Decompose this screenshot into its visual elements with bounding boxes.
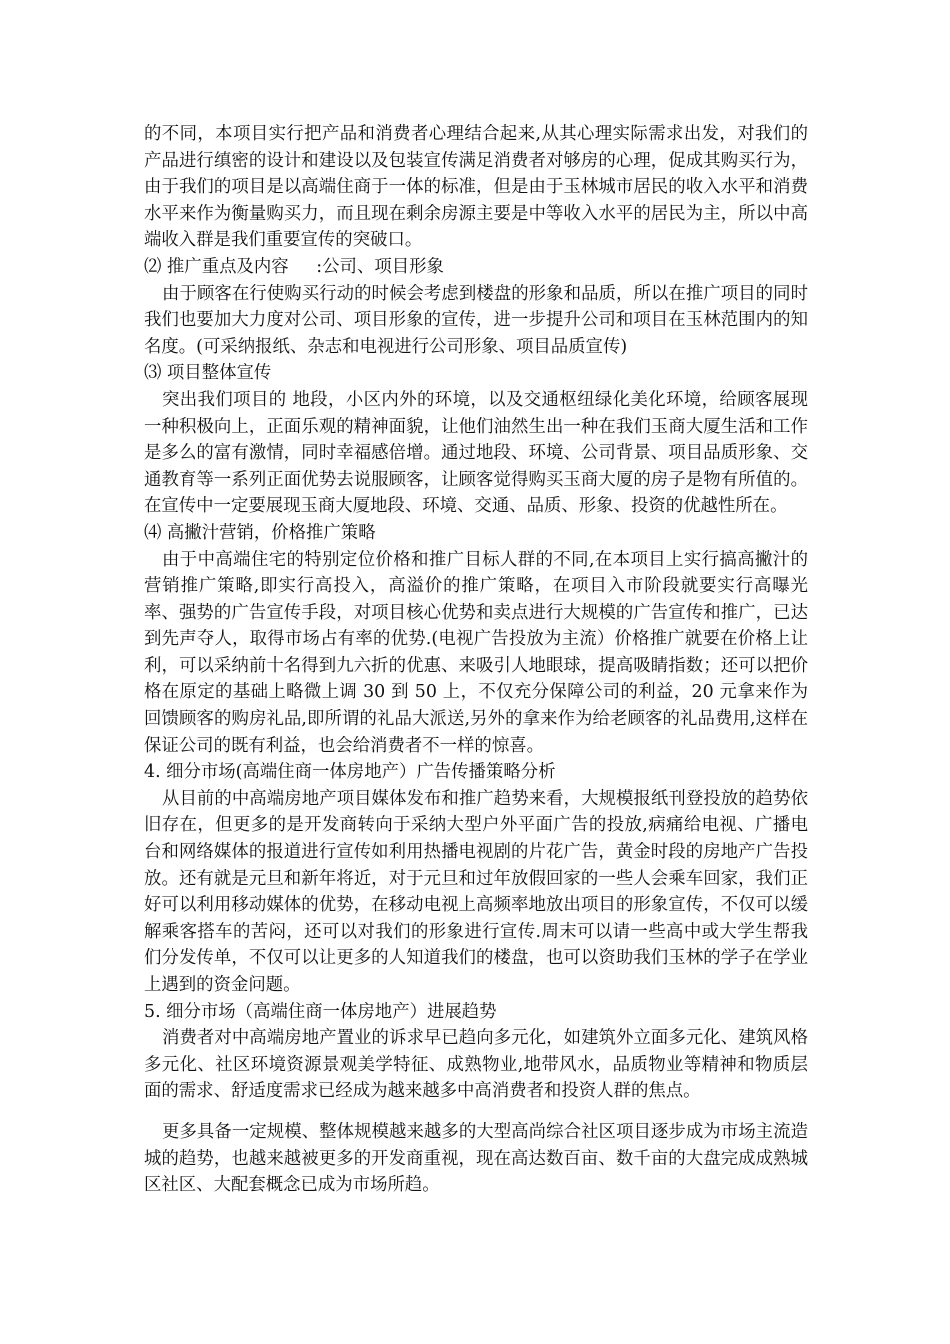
paragraph-company-image: 由于顾客在行使购买行动的时候会考虑到楼盘的形象和品质，所以在推广项目的同时我们也要加大力度对公司、项目形象的宣传，进一步提升公司和项目在玉林范围内的知名度。(可采纳报纸、杂志和电视进行公司形象、项目品质宣传) — [144, 283, 808, 357]
paragraph-consumer-psychology: 的不同，本项目实行把产品和消费者心理结合起来,从其心理实际需求出发，对我们的产品进行缜密的设计和建设以及包装宣传满足消费者对够房的心理，促成其购买行为，由于我们的项目是以高端住商于一体的标准，但是由于玉林城市居民的收入水平和消费水平来作为衡量购买力，而且现在剩余房源主要是中等收入水平的居民为主，所以中高端收入群是我们重要宣传的突破口。 — [144, 124, 808, 251]
heading-promotion-focus-separator: : — [288, 256, 323, 277]
paragraph-large-communities: 更多具备一定规模、整体规模越来越多的大型高尚综合社区项目逐步成为市场主流造城的趋势，也越来越被更多的开发商重视，现在高达数百亩、数千亩的大盘完成成熟城区社区、大配套概念已成为市场所趋。 — [144, 1121, 808, 1196]
heading-development-trend: 5. 细分市场（高端住商一体房地产）进展趋势 — [144, 1001, 497, 1022]
paragraph-location-advantages: 突出我们项目的 地段，小区内外的环境，以及交通枢纽绿化美化环境，给顾客展现一种积极向上，正面乐观的精神面貌，让他们油然生出一种在我们玉商大厦生活和工作是多么的富有激情，同时幸福感倍增。通过地段、环境、公司背景、项目品质形象、交通教育等一系列正面优势去说服顾客，让顾客觉得购买玉商大厦的房子是物有所值的。在宣传中一定要展现玉商大厦地段、环境、交通、品质、形象、投资的优越性所在。 — [144, 389, 808, 517]
paragraph-consumer-demands: 消费者对中高端房地产置业的诉求早已趋向多元化，如建筑外立面多元化、建筑风格多元化、社区环境资源景观美学特征、成熟物业,地带风水，品质物业等精神和物质层面的需求、舒适度需求已经成为越来越多中高消费者和投资人群的焦点。 — [144, 1028, 808, 1102]
heading-promotion-focus-label: ⑵ 推广重点及内容 — [144, 256, 289, 277]
heading-advertising-strategy: 4. 细分市场(高端住商一体房地产）广告传播策略分析 — [144, 762, 556, 783]
heading-overall-promotion: ⑶ 项目整体宣传 — [144, 363, 272, 384]
heading-promotion-focus — [144, 254, 808, 281]
heading-promotion-focus-rest: 公司、项目形象 — [322, 256, 444, 277]
paragraph-pricing-strategy: 由于中高端住宅的特别定位价格和推广目标人群的不同,在本项目上实行搞高撇汁的营销推广策略,即实行高投入，高溢价的推广策略，在项目入市阶段就要实行高曝光率、强势的广告宣传手段，对项目核心优势和卖点进行大规模的广告宣传和推广，已达到先声夺人，取得市场占有率的优势.(电视广告投放为主流）价格推广就要在价格上让利，可以采纳前十名得到九六折的优惠、来吸引人地眼球，提高吸睛指数；还可以把价格在原定的基础上略微上调 30 到 50 上，不仅充分保障公司的利益，20 元拿来作为回馈顾客的购房礼品,即所谓的礼品大派送,另外的拿来作为给老顾客的礼品费用,这样在保证公司的既有利益，也会给消费者不一样的惊喜。 — [144, 549, 808, 756]
paragraph-media-trends: 从目前的中高端房地产项目媒体发布和推广趋势来看，大规模报纸刊登投放的趋势依旧存在，但更多的是开发商转向于采纳大型户外平面广告的投放,病痛给电视、广播电台和网络媒体的报道进行宣传如利用热播电视剧的片花广告，黄金时段的房地产广告投放。还有就是元旦和新年将近，对于元旦和过年放假回家的一些人会乘车回家，我们正好可以利用移动媒体的优势，在移动电视上高频率地放出项目的形象宣传，不仅可以缓解乘客搭车的苦闷，还可以对我们的形象进行宣传.周末可以请一些高中或大学生帮我们分发传单，不仅可以让更多的人知道我们的楼盘，也可以资助我们玉林的学子在学业上遇到的资金问题。 — [144, 788, 808, 995]
document-page — [144, 121, 808, 1199]
heading-skimming-pricing: ⑷ 高撇汁营销，价格推广策略 — [144, 522, 376, 543]
